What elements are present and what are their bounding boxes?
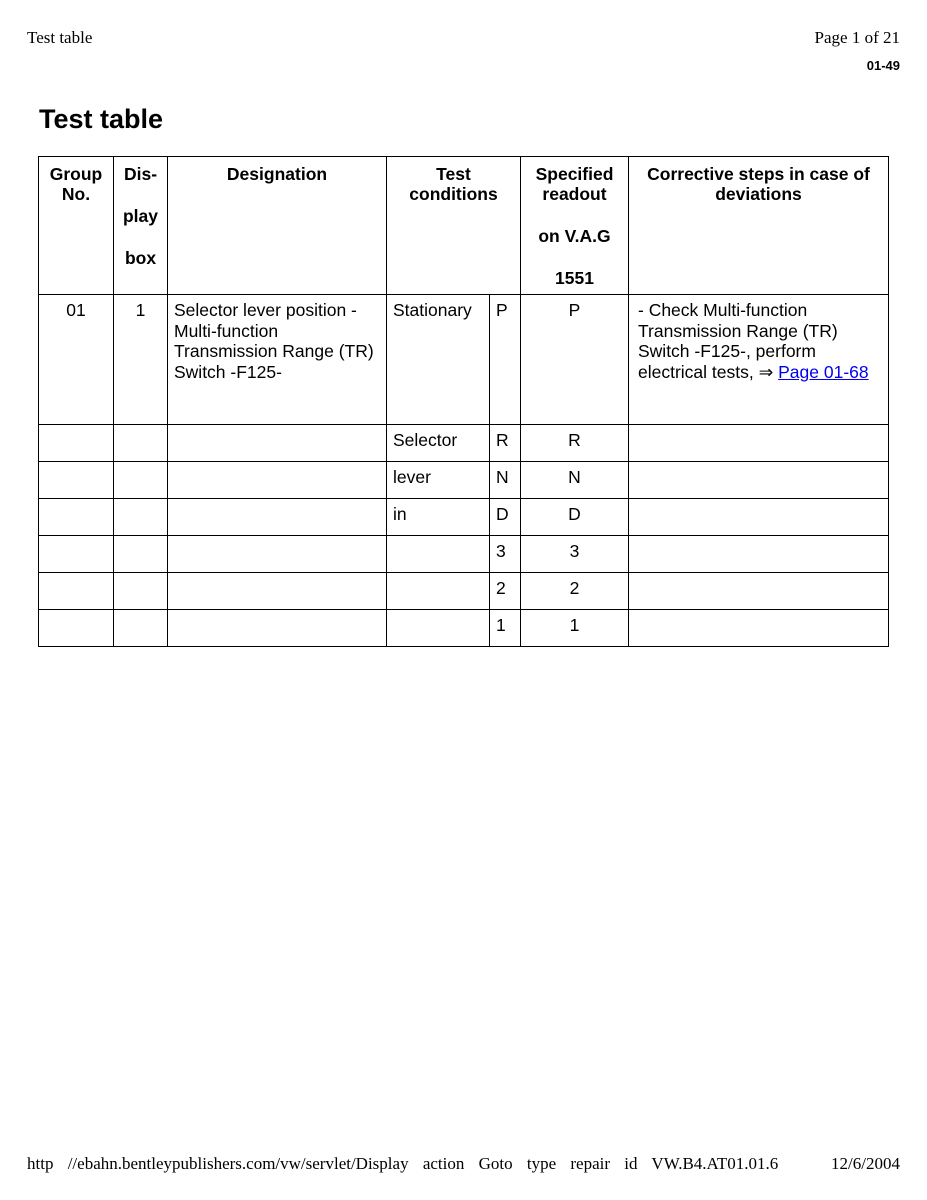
table-row	[39, 499, 889, 536]
section-code: 01-49	[866, 58, 900, 73]
position-cell: 2	[490, 573, 521, 610]
position-cell: D	[490, 499, 521, 536]
header-display-box	[114, 157, 168, 295]
readout-cell: N	[521, 462, 629, 499]
condition-cell: in	[387, 499, 490, 536]
header-group-no	[39, 157, 114, 295]
position-cell: 3	[490, 536, 521, 573]
header-display-line2: play	[122, 206, 159, 226]
table-row	[39, 610, 889, 647]
display-box-cell: 1	[114, 295, 168, 425]
header-group-line1: Group	[49, 164, 103, 184]
readout-cell: P	[521, 295, 629, 425]
position-cell: 1	[490, 610, 521, 647]
table-row	[39, 536, 889, 573]
header-display-line3: box	[124, 248, 157, 268]
header-spec-line2: readout	[542, 184, 607, 204]
table-header-row	[39, 157, 889, 295]
header-group-line2: No.	[61, 184, 91, 204]
condition-cell	[387, 610, 490, 647]
table-row	[39, 462, 889, 499]
footer-url: http //ebahn.bentleypublishers.com/vw/servlet/Display action Goto type repair id VW.B4.AT01.01.6	[27, 1154, 779, 1173]
table-row	[39, 425, 889, 462]
position-cell: R	[490, 425, 521, 462]
condition-cell	[387, 573, 490, 610]
header-test-conditions	[387, 157, 521, 295]
header-test-line2: conditions	[409, 184, 498, 204]
header-spec-line3: on V.A.G	[538, 226, 611, 246]
readout-cell: 1	[521, 610, 629, 647]
table-row	[39, 573, 889, 610]
condition-cell: lever	[387, 462, 490, 499]
test-table	[38, 156, 889, 647]
header-corr-line1: Corrective steps in case of	[647, 164, 870, 184]
header-spec-line4: 1551	[555, 268, 594, 288]
corrective-text: - Check Multi-function Transmission Range (TR) Switch -F125-, perform electrical tests, ⇒	[638, 300, 838, 382]
header-designation: Designation	[168, 157, 387, 295]
header-specified-readout	[521, 157, 629, 295]
readout-cell: 3	[521, 536, 629, 573]
condition-cell: Selector	[387, 425, 490, 462]
position-cell: N	[490, 462, 521, 499]
footer-date: 12/6/2004	[831, 1154, 900, 1173]
corrective-cell	[629, 295, 889, 425]
page-01-68-link[interactable]: Page 01-68	[778, 361, 869, 382]
condition-cell	[387, 536, 490, 573]
header-corrective-steps	[629, 157, 889, 295]
readout-cell: 2	[521, 573, 629, 610]
readout-cell: D	[521, 499, 629, 536]
page-number: Page 1 of 21	[814, 28, 900, 47]
page-footer	[27, 1154, 900, 1174]
group-no-cell: 01	[39, 295, 114, 425]
position-cell: P	[490, 295, 521, 425]
header-test-line1: Test	[436, 164, 471, 184]
page-header-title: Test table	[27, 28, 93, 47]
designation-cell: Selector lever position - Multi-function Transmission Range (TR) Switch -F125-	[168, 295, 387, 425]
condition-cell: Stationary	[387, 295, 490, 425]
header-spec-line1: Specified	[535, 164, 614, 184]
readout-cell: R	[521, 425, 629, 462]
page-title: Test table	[39, 104, 164, 134]
header-display-line1: Dis-	[123, 164, 158, 184]
table-row	[39, 295, 889, 425]
header-corr-line2: deviations	[715, 184, 802, 204]
